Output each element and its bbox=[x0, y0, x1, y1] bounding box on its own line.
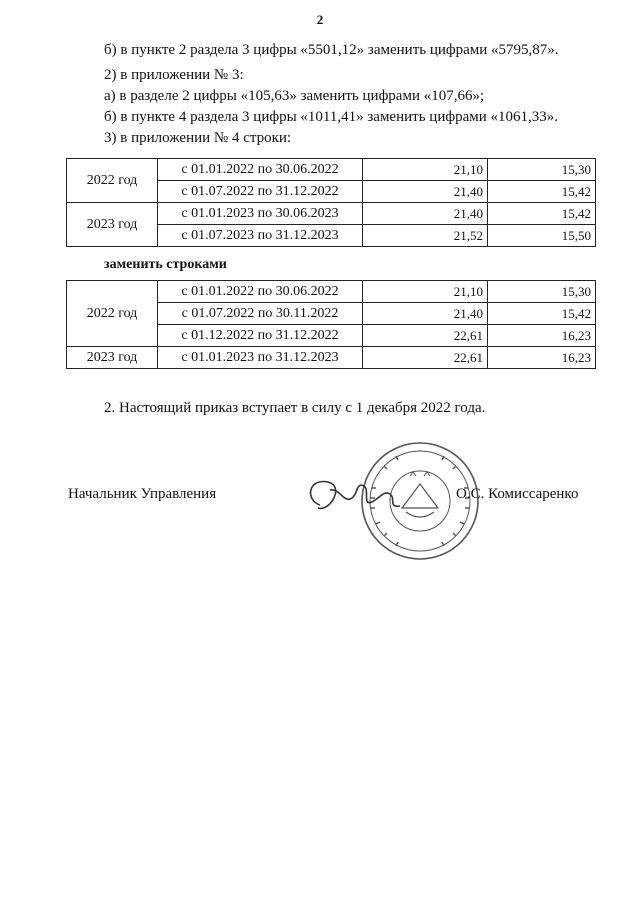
year-cell: 2023 год bbox=[67, 203, 158, 247]
value-cell: 15,42 bbox=[488, 303, 596, 325]
value-cell: 15,42 bbox=[488, 181, 596, 203]
effective-date-paragraph: 2. Настоящий приказ вступает в силу с 1 декабря 2022 года. bbox=[104, 400, 486, 416]
paragraph-item: б) в пункте 4 раздела 3 цифры «1011,41» заменить цифрами «1061,33». bbox=[104, 109, 558, 125]
period-cell: с 01.07.2022 по 30.11.2022 bbox=[158, 303, 363, 325]
value-cell: 22,61 bbox=[363, 325, 488, 347]
value-cell: 16,23 bbox=[488, 325, 596, 347]
value-cell: 15,30 bbox=[488, 159, 596, 181]
value-cell: 15,42 bbox=[488, 203, 596, 225]
year-cell: 2022 год bbox=[67, 159, 158, 203]
value-cell: 15,30 bbox=[488, 281, 596, 303]
handwritten-signature-icon bbox=[300, 460, 410, 530]
page-number: 2 bbox=[316, 12, 324, 27]
signatory-position: Начальник Управления bbox=[68, 486, 217, 502]
replace-label: заменить строками bbox=[104, 257, 227, 272]
signatory-name: О.С. Комиссаренко bbox=[456, 486, 579, 502]
period-cell: с 01.12.2022 по 31.12.2022 bbox=[158, 325, 363, 347]
year-cell: 2022 год bbox=[67, 281, 158, 347]
table-row bbox=[67, 203, 596, 225]
value-cell: 22,61 bbox=[363, 347, 488, 369]
old-rates-table bbox=[66, 158, 596, 247]
period-cell: с 01.07.2023 по 31.12.2023 bbox=[158, 225, 363, 247]
value-cell: 21,40 bbox=[363, 303, 488, 325]
value-cell: 21,40 bbox=[363, 181, 488, 203]
paragraph-item: б) в пункте 2 раздела 3 цифры «5501,12» заменить цифрами «5795,87». bbox=[104, 42, 559, 58]
new-rates-table bbox=[66, 280, 596, 369]
period-cell: с 01.07.2022 по 31.12.2022 bbox=[158, 181, 363, 203]
period-cell: с 01.01.2023 по 30.06.2023 bbox=[158, 203, 363, 225]
value-cell: 16,23 bbox=[488, 347, 596, 369]
table-row bbox=[67, 281, 596, 303]
period-cell: с 01.01.2023 по 31.12.2023 bbox=[158, 347, 363, 369]
period-cell: с 01.01.2022 по 30.06.2022 bbox=[158, 159, 363, 181]
value-cell: 21,40 bbox=[363, 203, 488, 225]
value-cell: 21,52 bbox=[363, 225, 488, 247]
value-cell: 21,10 bbox=[363, 159, 488, 181]
table-row bbox=[67, 347, 596, 369]
paragraph-item: 3) в приложении № 4 строки: bbox=[104, 130, 292, 146]
period-cell: с 01.01.2022 по 30.06.2022 bbox=[158, 281, 363, 303]
paragraph-item: а) в разделе 2 цифры «105,63» заменить цифрами «107,66»; bbox=[104, 88, 485, 104]
year-cell: 2023 год bbox=[67, 347, 158, 369]
table-row bbox=[67, 159, 596, 181]
value-cell: 15,50 bbox=[488, 225, 596, 247]
paragraph-item: 2) в приложении № 3: bbox=[104, 67, 244, 83]
value-cell: 21,10 bbox=[363, 281, 488, 303]
